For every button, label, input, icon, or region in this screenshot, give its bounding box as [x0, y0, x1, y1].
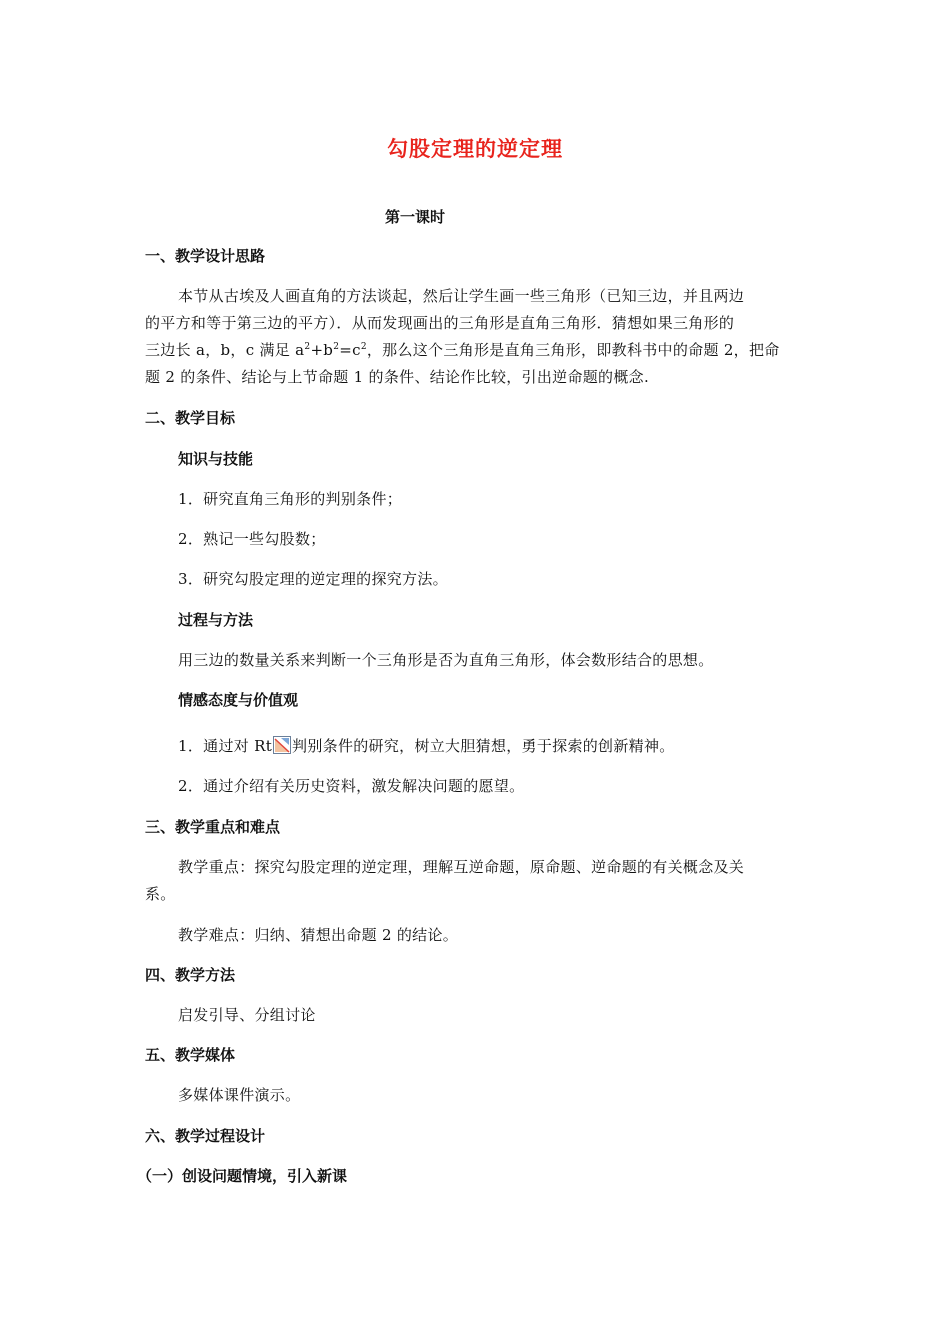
- list-item-text: 判别条件的研究，树立大胆猜想，勇于探索的创新精神。: [292, 737, 675, 755]
- list-item: 1．研究直角三角形的判别条件；: [178, 490, 403, 508]
- document-title: 勾股定理的逆定理: [387, 137, 563, 161]
- list-item-text: 1．通过对 Rt: [178, 737, 273, 755]
- subheading-attitude: 情感态度与价值观: [178, 691, 299, 709]
- section-heading-keypoints: 三、教学重点和难点: [145, 818, 281, 836]
- lesson-subtitle: 第一课时: [384, 208, 445, 226]
- paragraph-line: 的平方和等于第三边的平方）．从而发现画出的三角形是直角三角形．猜想如果三角形的: [145, 314, 735, 332]
- list-item: 2．熟记一些勾股数；: [178, 530, 326, 548]
- exponent: 2: [304, 342, 311, 352]
- paragraph-line: 系。: [145, 885, 176, 903]
- section-heading-objectives: 二、教学目标: [145, 409, 236, 427]
- section-heading-design: 一、教学设计思路: [145, 247, 266, 265]
- formula-text: +b: [310, 341, 334, 359]
- paragraph-line: 启发引导、分组讨论: [178, 1006, 316, 1024]
- subheading-process: 过程与方法: [178, 611, 254, 629]
- paragraph-line-formula: [145, 340, 780, 360]
- section-heading-methods: 四、教学方法: [145, 966, 236, 984]
- exponent: 2: [333, 342, 340, 352]
- paragraph-line: 用三边的数量关系来判断一个三角形是否为直角三角形，体会数形结合的思想。: [178, 651, 714, 669]
- formula-text: ，那么这个三角形是直角三角形，即教科书中的命题 2，把命: [366, 341, 780, 359]
- paragraph-line: 教学难点：归纳、猜想出命题 2 的结论。: [178, 926, 459, 944]
- paragraph-line: 题 2 的条件、结论与上节命题 1 的条件、结论作比较，引出逆命题的概念.: [145, 368, 650, 386]
- formula-text: 三边长 a，b，c 满足 a: [145, 341, 305, 359]
- right-triangle-image-icon: [273, 736, 291, 754]
- section-heading-process: 六、教学过程设计: [145, 1127, 266, 1145]
- list-item: 3．研究勾股定理的逆定理的探究方法。: [178, 570, 448, 588]
- paragraph-line: 多媒体课件演示。: [178, 1086, 301, 1104]
- list-item-with-icon: [178, 736, 675, 756]
- formula-text: =c: [339, 341, 361, 359]
- paragraph-line: 本节从古埃及人画直角的方法谈起，然后让学生画一些三角形（已知三边，并且两边: [178, 287, 745, 305]
- list-item: 2．通过介绍有关历史资料，激发解决问题的愿望。: [178, 777, 525, 795]
- subheading-step-one: （一）创设问题情境，引入新课: [137, 1167, 348, 1185]
- subheading-knowledge: 知识与技能: [178, 450, 254, 468]
- exponent: 2: [360, 342, 367, 352]
- section-heading-media: 五、教学媒体: [145, 1046, 236, 1064]
- paragraph-line: 教学重点：探究勾股定理的逆定理，理解互逆命题，原命题、逆命题的有关概念及关: [178, 858, 745, 876]
